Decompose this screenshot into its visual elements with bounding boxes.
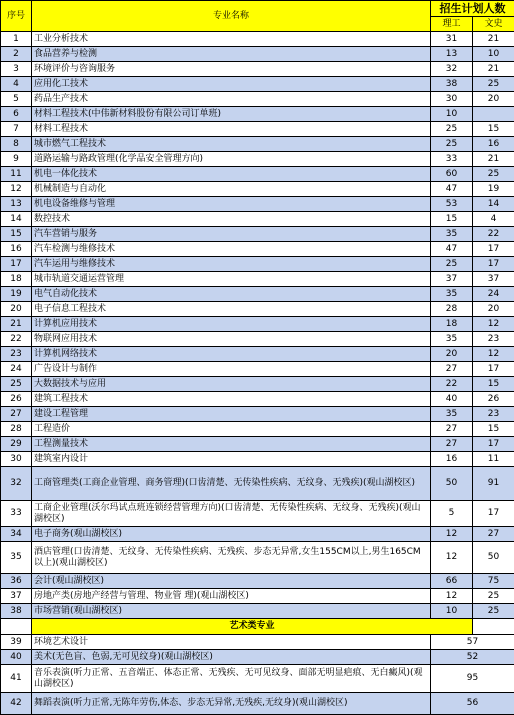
row-number: 36 [1, 574, 32, 589]
arts-count: 19 [473, 182, 514, 197]
art-count: 52 [431, 650, 514, 665]
arts-count: 11 [473, 452, 514, 467]
table-row [1, 467, 514, 501]
row-number: 25 [1, 377, 32, 392]
science-count: 33 [431, 152, 473, 167]
science-count: 5 [431, 501, 473, 527]
row-number: 41 [1, 665, 32, 693]
major-name: 机电一体化技术 [32, 167, 431, 182]
science-count: 25 [431, 257, 473, 272]
science-count: 38 [431, 77, 473, 92]
arts-count: 75 [473, 574, 514, 589]
row-number: 4 [1, 77, 32, 92]
science-count: 27 [431, 437, 473, 452]
major-name: 美术(无色盲、色弱,无可见纹身)(观山湖校区) [32, 650, 431, 665]
art-table-row [1, 665, 514, 693]
science-count: 28 [431, 302, 473, 317]
arts-count: 24 [473, 287, 514, 302]
science-count: 35 [431, 287, 473, 302]
row-number: 37 [1, 589, 32, 604]
arts-count: 23 [473, 407, 514, 422]
science-count: 22 [431, 377, 473, 392]
arts-count: 26 [473, 392, 514, 407]
major-name: 酒店管理(口齿清楚、无纹身、无传染性疾病、无残疾、步态无异常,女生155CM以上,男生165CM以上)(观山湖校区) [32, 542, 431, 574]
major-name: 计算机应用技术 [32, 317, 431, 332]
major-name: 电子商务(观山湖校区) [32, 527, 431, 542]
major-name: 药品生产技术 [32, 92, 431, 107]
arts-count: 50 [473, 542, 514, 574]
major-name: 机电设备维修与管理 [32, 197, 431, 212]
science-count: 47 [431, 182, 473, 197]
art-table-row [1, 693, 514, 715]
major-name: 食品营养与检测 [32, 47, 431, 62]
arts-count: 91 [473, 467, 514, 501]
art-table-row [1, 650, 514, 665]
major-name: 计算机网络技术 [32, 347, 431, 362]
table-row [1, 257, 514, 272]
row-number: 24 [1, 362, 32, 377]
science-count: 35 [431, 407, 473, 422]
major-name: 大数据技术与应用 [32, 377, 431, 392]
row-number: 21 [1, 317, 32, 332]
col-header-major: 专业名称 [32, 1, 431, 32]
major-name: 汽车营销与服务 [32, 227, 431, 242]
science-count: 53 [431, 197, 473, 212]
row-number: 35 [1, 542, 32, 574]
row-number: 27 [1, 407, 32, 422]
major-name: 汽车检测与维修技术 [32, 242, 431, 257]
table-row [1, 542, 514, 574]
table-row [1, 107, 514, 122]
table-row [1, 501, 514, 527]
table-row [1, 317, 514, 332]
row-number: 38 [1, 604, 32, 619]
arts-count: 15 [473, 122, 514, 137]
arts-count: 4 [473, 212, 514, 227]
row-number: 11 [1, 167, 32, 182]
major-name: 建筑工程技术 [32, 392, 431, 407]
major-name: 城市轨道交通运营管理 [32, 272, 431, 287]
row-number: 28 [1, 422, 32, 437]
major-name: 会计(观山湖校区) [32, 574, 431, 589]
table-body [1, 32, 514, 619]
arts-count: 10 [473, 47, 514, 62]
arts-count: 25 [473, 589, 514, 604]
row-number: 16 [1, 242, 32, 257]
science-count: 66 [431, 574, 473, 589]
major-name: 电气自动化技术 [32, 287, 431, 302]
science-count: 30 [431, 92, 473, 107]
table-row [1, 47, 514, 62]
science-count: 40 [431, 392, 473, 407]
row-number: 12 [1, 182, 32, 197]
arts-count: 23 [473, 332, 514, 347]
arts-count: 17 [473, 501, 514, 527]
row-number: 15 [1, 227, 32, 242]
table-row [1, 77, 514, 92]
table-row [1, 422, 514, 437]
table-row [1, 362, 514, 377]
science-count: 25 [431, 137, 473, 152]
major-name: 物联网应用技术 [32, 332, 431, 347]
row-number: 19 [1, 287, 32, 302]
major-name: 工商企业管理(沃尔玛试点班连锁经营管理方向)(口齿清楚、无传染性疾病、无纹身、无残疾)(观山湖校区) [32, 501, 431, 527]
major-name: 建设工程管理 [32, 407, 431, 422]
row-number: 22 [1, 332, 32, 347]
science-count: 10 [431, 604, 473, 619]
section-spacer [1, 619, 32, 635]
table-row [1, 167, 514, 182]
row-number: 26 [1, 392, 32, 407]
science-count: 13 [431, 47, 473, 62]
table-row [1, 437, 514, 452]
major-name: 数控技术 [32, 212, 431, 227]
science-count: 16 [431, 452, 473, 467]
art-count: 56 [431, 693, 514, 715]
table-row [1, 589, 514, 604]
row-number: 40 [1, 650, 32, 665]
arts-count: 25 [473, 604, 514, 619]
major-name: 道路运输与路政管理(化学品安全管理方向) [32, 152, 431, 167]
major-name: 工业分析技术 [32, 32, 431, 47]
major-name: 舞蹈表演(听力正常,无陈年劳伤,体态、步态无异常,无残疾,无纹身)(观山湖校区) [32, 693, 431, 715]
science-count: 12 [431, 542, 473, 574]
science-count: 35 [431, 332, 473, 347]
col-header-plan: 招生计划人数 [431, 1, 514, 17]
major-name: 城市燃气工程技术 [32, 137, 431, 152]
science-count: 20 [431, 347, 473, 362]
table-row [1, 227, 514, 242]
science-count: 25 [431, 122, 473, 137]
science-count: 12 [431, 589, 473, 604]
major-name: 材料工程技术(中伟新材料股份有限公司订单班) [32, 107, 431, 122]
major-name: 广告设计与制作 [32, 362, 431, 377]
table-row [1, 137, 514, 152]
table-row [1, 302, 514, 317]
science-count: 37 [431, 272, 473, 287]
table-row [1, 377, 514, 392]
table-row [1, 392, 514, 407]
major-name: 工程造价 [32, 422, 431, 437]
major-name: 环境艺术设计 [32, 635, 431, 650]
row-number: 29 [1, 437, 32, 452]
arts-count: 15 [473, 422, 514, 437]
table-row [1, 212, 514, 227]
table-row [1, 407, 514, 422]
arts-count: 20 [473, 92, 514, 107]
arts-count: 17 [473, 362, 514, 377]
table-row [1, 182, 514, 197]
table-row [1, 242, 514, 257]
table-row [1, 92, 514, 107]
science-count: 15 [431, 212, 473, 227]
row-number: 13 [1, 197, 32, 212]
row-number: 39 [1, 635, 32, 650]
science-count: 35 [431, 227, 473, 242]
table-row [1, 574, 514, 589]
arts-count: 27 [473, 527, 514, 542]
row-number: 17 [1, 257, 32, 272]
col-header-no: 序号 [1, 1, 32, 32]
table-row [1, 32, 514, 47]
row-number: 32 [1, 467, 32, 501]
science-count: 27 [431, 362, 473, 377]
art-count: 95 [431, 665, 514, 693]
row-number: 34 [1, 527, 32, 542]
row-number: 1 [1, 32, 32, 47]
table-row [1, 197, 514, 212]
arts-count: 22 [473, 227, 514, 242]
major-name: 房地产类(房地产经营与管理、物业管 理)(观山湖校区) [32, 589, 431, 604]
table-row [1, 332, 514, 347]
science-count: 27 [431, 422, 473, 437]
table-row [1, 452, 514, 467]
arts-count: 37 [473, 272, 514, 287]
major-name: 建筑室内设计 [32, 452, 431, 467]
row-number: 8 [1, 137, 32, 152]
row-number: 5 [1, 92, 32, 107]
major-name: 电子信息工程技术 [32, 302, 431, 317]
table-row [1, 527, 514, 542]
major-name: 环境评价与咨询服务 [32, 62, 431, 77]
arts-count: 17 [473, 242, 514, 257]
art-section-title: 艺术类专业 [32, 619, 473, 635]
row-number: 14 [1, 212, 32, 227]
major-name: 机械制造与自动化 [32, 182, 431, 197]
arts-count: 15 [473, 377, 514, 392]
science-count: 50 [431, 467, 473, 501]
table-row [1, 347, 514, 362]
table-row [1, 604, 514, 619]
arts-count: 12 [473, 317, 514, 332]
arts-count [473, 107, 514, 122]
major-name: 工商管理类(工商企业管理、商务管理)(口齿清楚、无传染性疾病、无纹身、无残疾)(观山湖校区) [32, 467, 431, 501]
art-table-row [1, 635, 514, 650]
science-count: 31 [431, 32, 473, 47]
col-header-arts: 文史 [473, 17, 514, 32]
arts-count: 21 [473, 62, 514, 77]
section-spacer [473, 619, 514, 635]
arts-count: 21 [473, 32, 514, 47]
arts-count: 20 [473, 302, 514, 317]
col-header-science: 理工 [431, 17, 473, 32]
arts-count: 25 [473, 77, 514, 92]
row-number: 23 [1, 347, 32, 362]
row-number: 42 [1, 693, 32, 715]
row-number: 20 [1, 302, 32, 317]
major-name: 市场营销(观山湖校区) [32, 604, 431, 619]
table-row [1, 152, 514, 167]
major-name: 工程测量技术 [32, 437, 431, 452]
row-number: 7 [1, 122, 32, 137]
arts-count: 25 [473, 167, 514, 182]
major-name: 材料工程技术 [32, 122, 431, 137]
science-count: 60 [431, 167, 473, 182]
art-count: 57 [431, 635, 514, 650]
table-row [1, 272, 514, 287]
arts-count: 21 [473, 152, 514, 167]
art-section-header-row [1, 619, 514, 635]
arts-count: 12 [473, 347, 514, 362]
row-number: 9 [1, 152, 32, 167]
science-count: 18 [431, 317, 473, 332]
science-count: 32 [431, 62, 473, 77]
major-name: 音乐表演(听力正常、五音端正、体态正常、无残疾、无可见纹身、面部无明显疤痕、无白癜风)(观山湖校区) [32, 665, 431, 693]
arts-count: 14 [473, 197, 514, 212]
row-number: 2 [1, 47, 32, 62]
row-number: 18 [1, 272, 32, 287]
row-number: 3 [1, 62, 32, 77]
art-section-body [1, 619, 514, 715]
arts-count: 17 [473, 257, 514, 272]
major-name: 汽车运用与维修技术 [32, 257, 431, 272]
science-count: 47 [431, 242, 473, 257]
major-name: 应用化工技术 [32, 77, 431, 92]
science-count: 10 [431, 107, 473, 122]
arts-count: 16 [473, 137, 514, 152]
row-number: 30 [1, 452, 32, 467]
table-row [1, 287, 514, 302]
row-number: 6 [1, 107, 32, 122]
science-count: 12 [431, 527, 473, 542]
arts-count: 17 [473, 437, 514, 452]
table-row [1, 62, 514, 77]
row-number: 33 [1, 501, 32, 527]
table-row [1, 122, 514, 137]
